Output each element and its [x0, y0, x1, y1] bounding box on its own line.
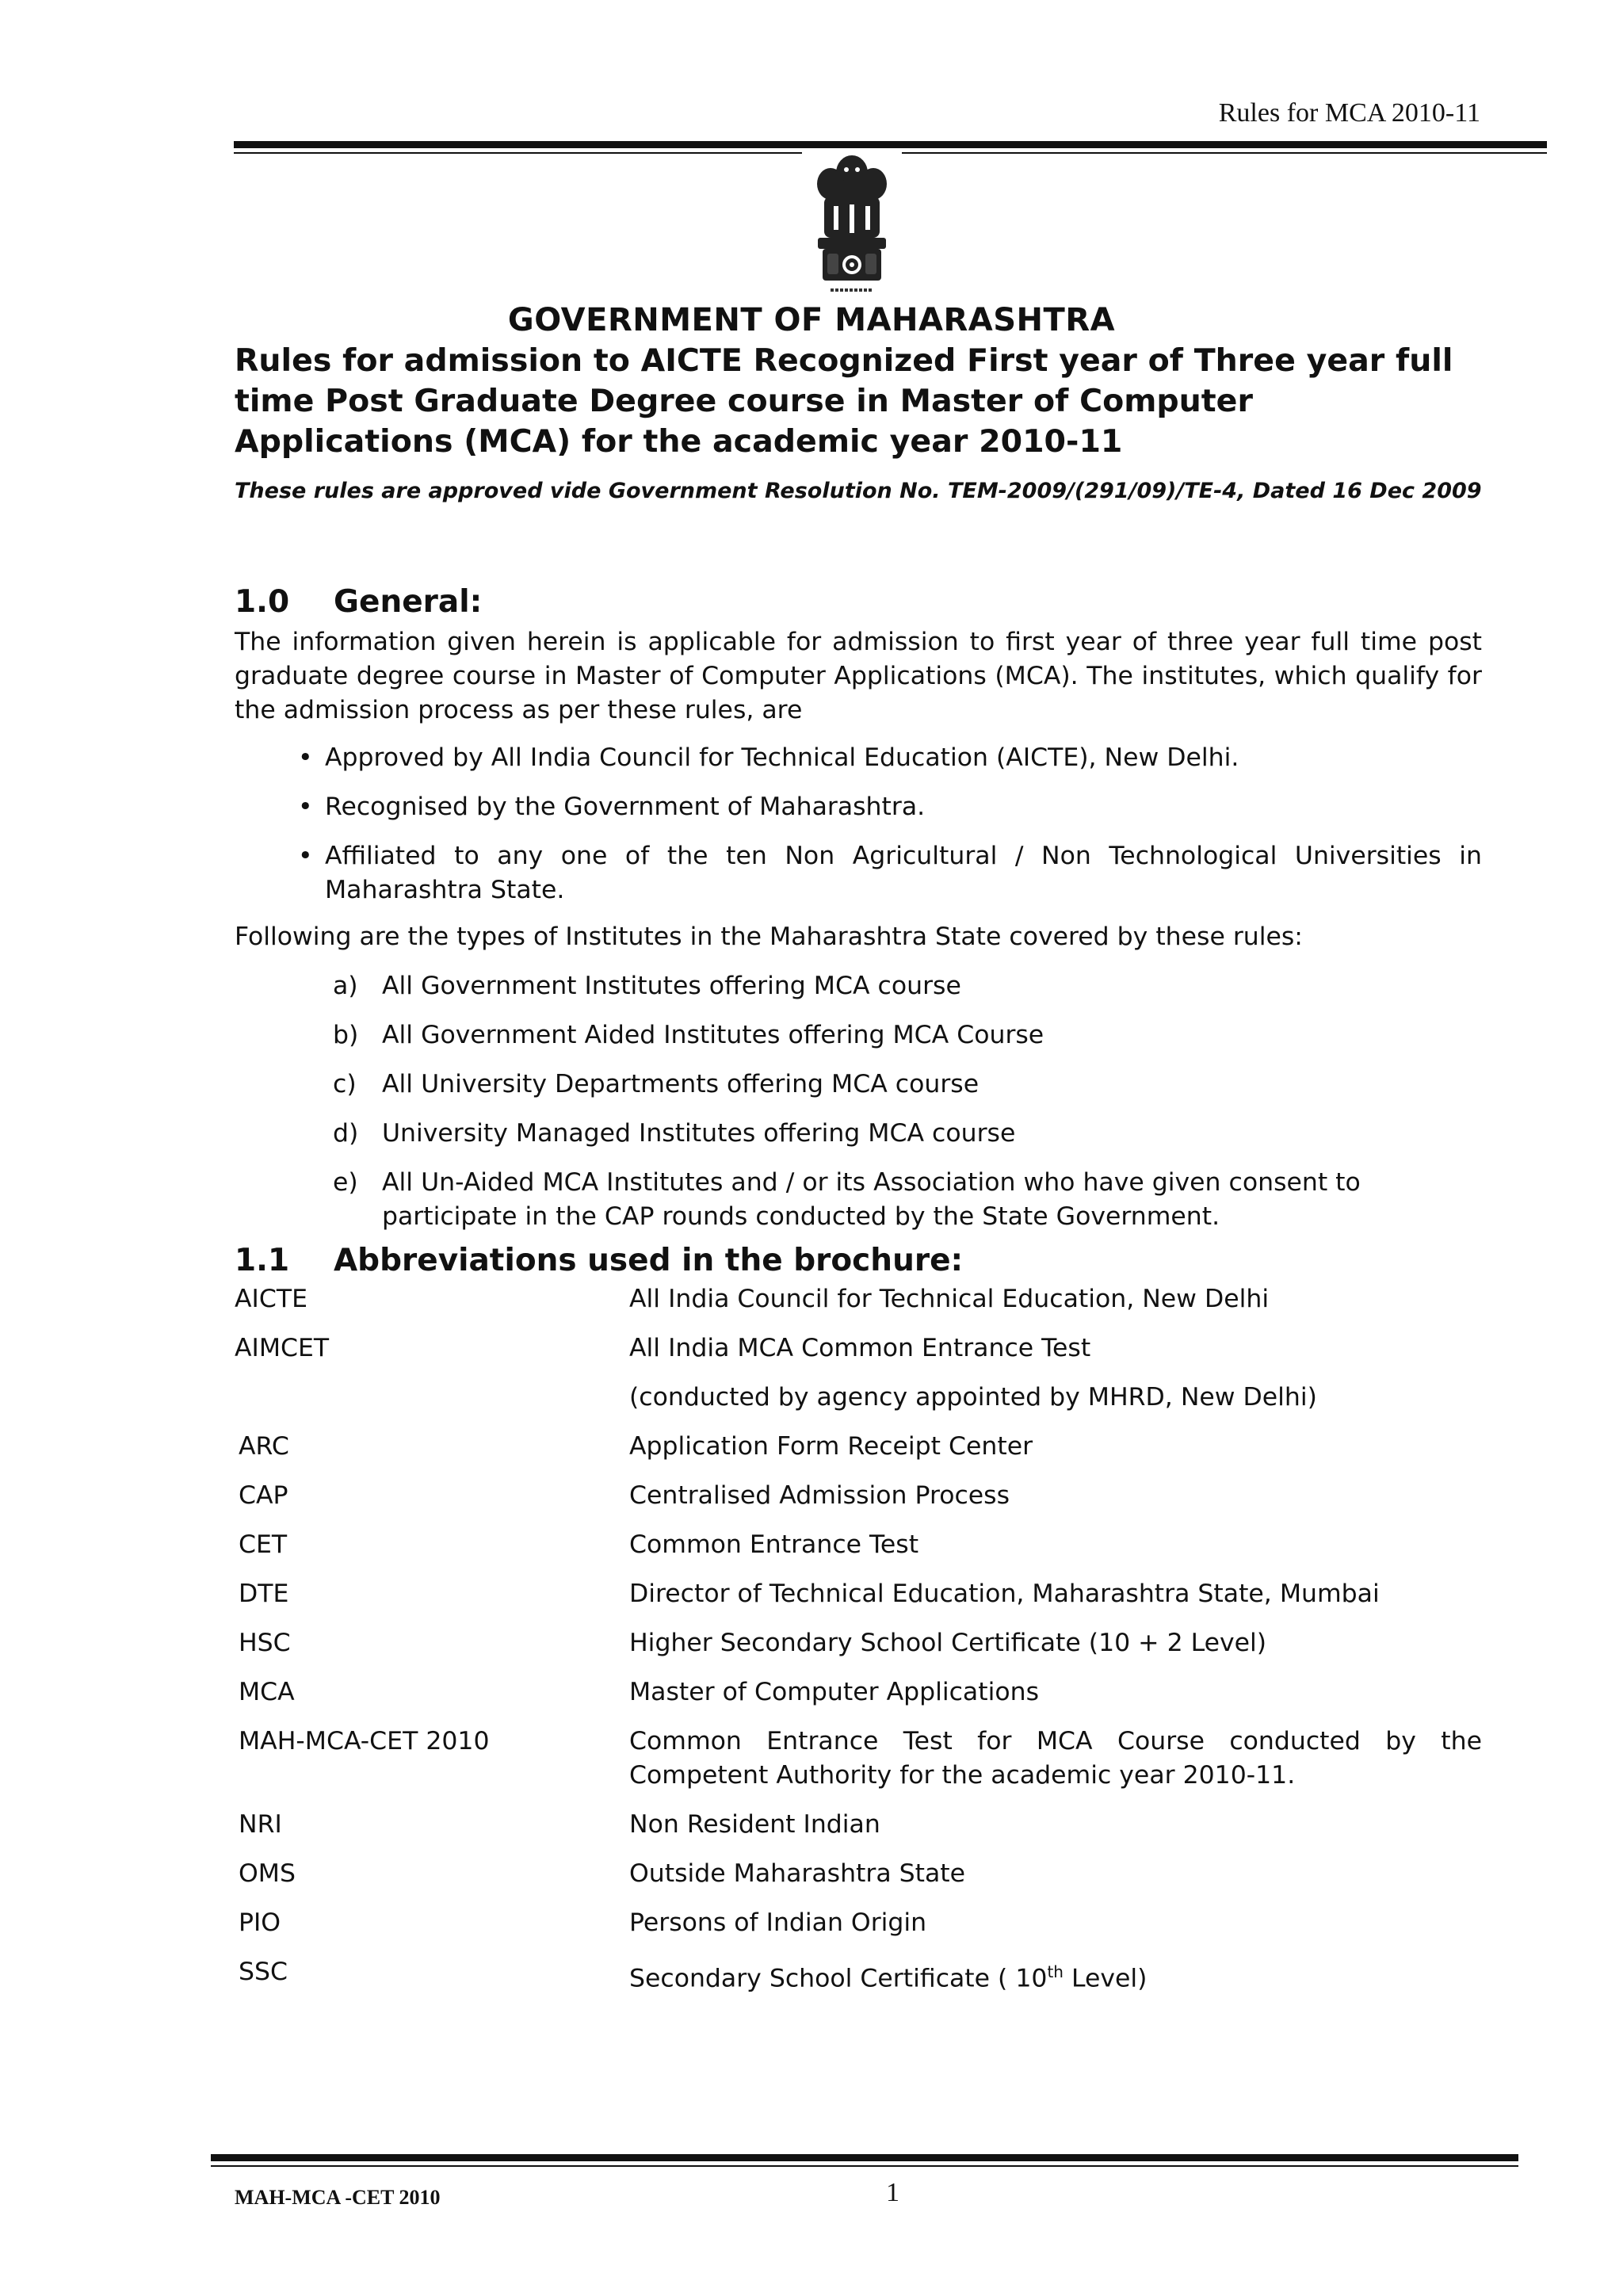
list-item: b) All Government Aided Institutes offering MCA Course: [333, 1018, 1482, 1052]
types-intro: Following are the types of Institutes in the Maharashtra State covered by these rules:: [235, 923, 1303, 951]
general-intro: The information given herein is applicable for admission to first year of three year full time post graduate degree course in Master of Computer Applications (MCA). The institutes, which qualify for the admission process as per these rules, are: [235, 628, 1482, 724]
list-marker: e): [333, 1168, 358, 1197]
abbr-term: SSC: [239, 1958, 288, 1986]
abbr-definition: Master of Computer Applications: [629, 1678, 1039, 1706]
state-emblem: [802, 149, 902, 300]
abbr-definition: Non Resident Indian: [629, 1810, 880, 1839]
document-title: Rules for admission to AICTE Recognized First year of Three year full time Post Graduate Degree course in Master of Computer Applications (MCA) for the academic year 2010-11: [235, 342, 1453, 460]
section-general-heading: [235, 584, 482, 620]
abbr-definition: Secondary School Certificate ( 10th Level): [629, 1962, 1148, 1993]
list-item: d) University Managed Institutes offering MCA course: [333, 1117, 1482, 1151]
section-number: 1.0: [235, 584, 290, 620]
ordinal-suffix: th: [1047, 1962, 1064, 1981]
abbr-definition: (conducted by agency appointed by MHRD, New Delhi): [629, 1383, 1317, 1412]
abbr-term: CET: [239, 1530, 288, 1559]
page-number: 1: [886, 2178, 899, 2207]
abbr-definition: All India MCA Common Entrance Test: [629, 1334, 1091, 1362]
footer-label: MAH-MCA -CET 2010: [235, 2186, 441, 2209]
abbr-term: MCA: [239, 1678, 295, 1706]
abbr-term: ARC: [239, 1432, 289, 1461]
section-title: General:: [334, 584, 483, 620]
abbr-definition: Centralised Admission Process: [629, 1481, 1010, 1510]
bullet-icon: •: [298, 793, 313, 821]
bullet-icon: •: [298, 743, 313, 772]
bullet-icon: •: [298, 842, 313, 870]
criteria-list: [298, 741, 1482, 923]
list-marker: c): [333, 1070, 357, 1098]
list-item: • Approved by All India Council for Technical Education (AICTE), New Delhi.: [325, 741, 1482, 775]
abbr-term: AICTE: [235, 1285, 307, 1313]
abbr-term: NRI: [239, 1810, 282, 1839]
abbr-definition: Persons of Indian Origin: [629, 1908, 927, 1937]
section-number: 1.1: [235, 1243, 290, 1278]
list-item: e) All Un-Aided MCA Institutes and / or its Association who have given consent to participate in the CAP rounds conducted by the State Government.: [333, 1166, 1482, 1234]
list-marker: d): [333, 1119, 359, 1148]
list-marker: b): [333, 1021, 359, 1049]
government-title: GOVERNMENT OF MAHARASHTRA: [507, 302, 1116, 338]
list-item: c) All University Departments offering MCA course: [333, 1068, 1482, 1102]
abbr-term: PIO: [239, 1908, 281, 1937]
list-item: a) All Government Institutes offering MCA course: [333, 969, 1482, 1003]
section-abbreviations-heading: [235, 1243, 963, 1278]
abbr-definition: Application Form Receipt Center: [629, 1432, 1033, 1461]
abbr-definition: Common Entrance Test for MCA Course conducted by the Competent Authority for the academic year 2010-11.: [629, 1727, 1482, 1790]
lion-capital-icon: [802, 149, 902, 300]
abbr-definition: Common Entrance Test: [629, 1530, 919, 1559]
abbr-term: OMS: [239, 1859, 296, 1888]
footer-rule-thin: [211, 2165, 1518, 2167]
abbr-definition: Outside Maharashtra State: [629, 1859, 966, 1888]
institute-types-list: [333, 969, 1482, 1249]
abbr-definition: Higher Secondary School Certificate (10 + 2 Level): [629, 1629, 1267, 1657]
abbr-definition: Director of Technical Education, Maharashtra State, Mumbai: [629, 1580, 1380, 1608]
abbr-definition: All India Council for Technical Education, New Delhi: [629, 1285, 1270, 1313]
header-rule: [234, 141, 1547, 148]
list-item: • Affiliated to any one of the ten Non Agricultural / Non Technological Universities in Maharashtra State.: [325, 839, 1482, 907]
footer-rule: [211, 2154, 1518, 2161]
running-head: Rules for MCA 2010-11: [1218, 98, 1480, 128]
resolution-note: These rules are approved vide Government Resolution No. TEM-2009/(291/09)/TE-4, Dated 16 Dec 2009: [235, 479, 1482, 503]
abbr-term: HSC: [239, 1629, 291, 1657]
list-item: • Recognised by the Government of Maharashtra.: [325, 790, 1482, 824]
abbr-term: DTE: [239, 1580, 289, 1608]
list-marker: a): [333, 972, 358, 1000]
abbr-term: MAH-MCA-CET 2010: [239, 1727, 490, 1755]
section-title: Abbreviations used in the brochure:: [334, 1243, 964, 1278]
abbr-term: CAP: [239, 1481, 288, 1510]
abbr-term: AIMCET: [235, 1334, 330, 1362]
